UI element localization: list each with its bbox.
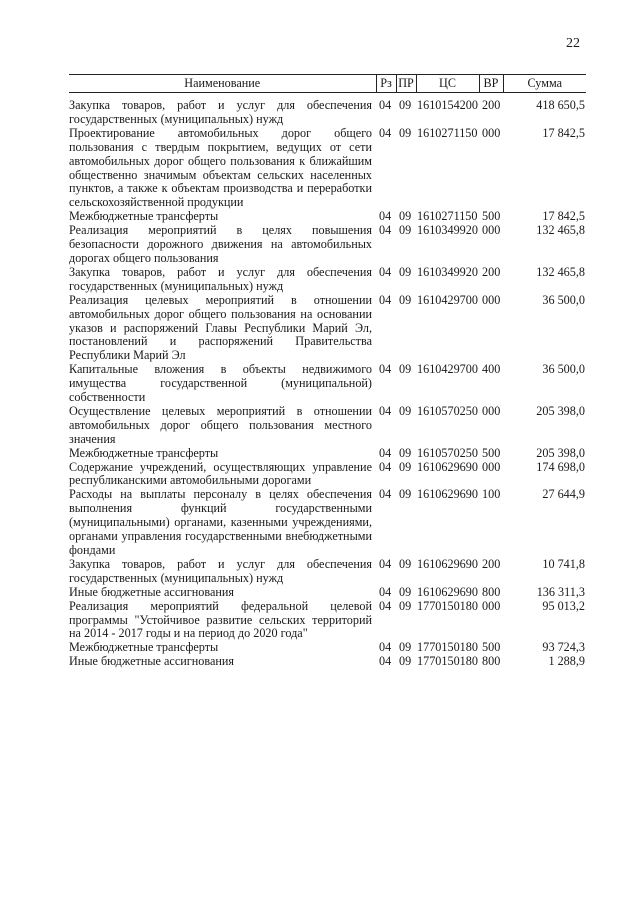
- cell-name: Межбюджетные трансферты: [69, 209, 219, 224]
- cell-sum: 205 398,0: [536, 403, 585, 418]
- cell-name: Иные бюджетные ассигнования: [69, 584, 235, 599]
- cell-name: Реализация мероприятий федеральной целевой программы "Устойчивое развитие сельских территорий на 2014 - 2017 годы и на период до 2020 года": [69, 598, 372, 641]
- table-header: [69, 75, 586, 93]
- cell-name: Содержание учреждений, осуществляющих управление республиканскими автомобильными дорогами: [69, 459, 372, 488]
- table-row: [69, 641, 586, 655]
- cell-name: Межбюджетные трансферты: [69, 640, 219, 655]
- cell-rz: 04: [379, 584, 392, 599]
- cell-vr: 500: [482, 640, 501, 655]
- cell-pr: 09: [399, 598, 412, 613]
- cell-sum: 93 724,3: [542, 640, 585, 655]
- table-row: [69, 655, 586, 669]
- cell-rz: 04: [379, 209, 392, 224]
- cell-sum: 95 013,2: [542, 598, 585, 613]
- cell-pr: 09: [399, 98, 412, 112]
- cell-rz: 04: [379, 362, 392, 377]
- cell-vr: 800: [482, 584, 501, 599]
- table-row: [69, 363, 586, 405]
- cell-vr: 200: [482, 556, 501, 571]
- table-row: [69, 405, 586, 447]
- header-sum: Сумма: [503, 75, 586, 93]
- cell-rz: 04: [379, 459, 392, 474]
- cell-rz: 04: [379, 654, 392, 669]
- cell-cs: 1610271150: [417, 209, 478, 224]
- table-row: [69, 210, 586, 224]
- cell-sum: 1 288,9: [548, 654, 585, 669]
- cell-cs: 1610629690: [417, 487, 478, 502]
- cell-rz: 04: [379, 556, 392, 571]
- table-row: [69, 600, 586, 642]
- cell-sum: 36 500,0: [542, 362, 585, 377]
- header-vr: ВР: [479, 75, 503, 93]
- cell-cs: 1610349920: [417, 223, 478, 238]
- cell-cs: 1770150180: [417, 654, 478, 669]
- table-row: [69, 586, 586, 600]
- cell-pr: 09: [399, 556, 412, 571]
- cell-rz: 04: [379, 98, 392, 112]
- cell-vr: 500: [482, 445, 501, 460]
- table-row: [69, 93, 586, 127]
- table-row: [69, 447, 586, 461]
- cell-name: Реализация мероприятий в целях повышения безопасности дорожного движения на автомобильных дорогах общего пользования: [69, 223, 372, 265]
- table-row: [69, 294, 586, 364]
- cell-pr: 09: [399, 264, 412, 279]
- cell-vr: 100: [482, 487, 501, 502]
- cell-vr: 000: [482, 223, 501, 238]
- budget-table: [69, 74, 586, 669]
- cell-cs: 1610629690: [417, 556, 478, 571]
- cell-cs: 1610570250: [417, 403, 478, 418]
- cell-cs: 1610154200: [417, 98, 478, 112]
- cell-pr: 09: [399, 403, 412, 418]
- header-cs: ЦС: [416, 75, 479, 93]
- cell-name: Иные бюджетные ассигнования: [69, 654, 235, 669]
- cell-sum: 132 465,8: [536, 264, 585, 279]
- cell-rz: 04: [379, 223, 392, 238]
- cell-name: Капитальные вложения в объекты недвижимого имущества государственной (муниципальной) собственности: [69, 362, 372, 405]
- cell-rz: 04: [379, 403, 392, 418]
- header-pr: ПР: [396, 75, 416, 93]
- cell-pr: 09: [399, 125, 412, 140]
- cell-cs: 1610349920: [417, 264, 478, 279]
- table-body: [69, 93, 586, 670]
- cell-vr: 500: [482, 209, 501, 224]
- cell-sum: 10 741,8: [542, 556, 585, 571]
- table-row: [69, 461, 586, 489]
- cell-pr: 09: [399, 362, 412, 377]
- cell-pr: 09: [399, 654, 412, 669]
- cell-cs: 1610271150: [417, 125, 478, 140]
- cell-rz: 04: [379, 598, 392, 613]
- cell-vr: 400: [482, 362, 501, 377]
- cell-cs: 1610629690: [417, 584, 478, 599]
- cell-name: Закупка товаров, работ и услуг для обеспечения государственных (муниципальных) нужд: [69, 264, 372, 293]
- cell-rz: 04: [379, 264, 392, 279]
- table-row: [69, 127, 586, 210]
- cell-name: Расходы на выплаты персоналу в целях обеспечения выполнения функций государственными (муниципальными) органами, казенными учреждениями, органами управления государственными внебюджетными фондами: [69, 487, 372, 557]
- page-number: 22: [566, 36, 580, 51]
- cell-cs: 1770150180: [417, 598, 478, 613]
- cell-pr: 09: [399, 640, 412, 655]
- cell-sum: 17 842,5: [542, 209, 585, 224]
- cell-sum: 174 698,0: [536, 459, 585, 474]
- cell-pr: 09: [399, 459, 412, 474]
- table-row: [69, 558, 586, 586]
- table-row: [69, 266, 586, 294]
- cell-vr: 000: [482, 403, 501, 418]
- cell-sum: 205 398,0: [536, 445, 585, 460]
- cell-cs: 1610429700: [417, 292, 478, 307]
- cell-sum: 418 650,5: [536, 98, 585, 112]
- cell-sum: 17 842,5: [542, 125, 585, 140]
- table-row: [69, 488, 586, 558]
- cell-rz: 04: [379, 487, 392, 502]
- cell-vr: 200: [482, 98, 501, 112]
- cell-rz: 04: [379, 125, 392, 140]
- cell-cs: 1770150180: [417, 640, 478, 655]
- cell-vr: 000: [482, 125, 501, 140]
- cell-pr: 09: [399, 223, 412, 238]
- cell-rz: 04: [379, 292, 392, 307]
- cell-vr: 000: [482, 459, 501, 474]
- cell-vr: 000: [482, 292, 501, 307]
- header-row: [69, 75, 586, 93]
- cell-name: Проектирование автомобильных дорог общего пользования с твердым покрытием, ведущих от сети автомобильных дорог общего пользования к ближайшим общественно значимым объектам сельских населенных пунктов, а также к объектам производства и переработки сельскохозяйственной продукции: [69, 125, 372, 210]
- header-name: Наименование: [69, 75, 376, 93]
- cell-rz: 04: [379, 640, 392, 655]
- cell-sum: 132 465,8: [536, 223, 585, 238]
- cell-pr: 09: [399, 487, 412, 502]
- cell-sum: 36 500,0: [542, 292, 585, 307]
- cell-pr: 09: [399, 584, 412, 599]
- cell-vr: 800: [482, 654, 501, 669]
- cell-pr: 09: [399, 292, 412, 307]
- table-row: [69, 224, 586, 266]
- cell-vr: 200: [482, 264, 501, 279]
- cell-vr: 000: [482, 598, 501, 613]
- cell-name: Осуществление целевых мероприятий в отношении автомобильных дорог общего пользования местного значения: [69, 403, 372, 446]
- cell-cs: 1610629690: [417, 459, 478, 474]
- cell-cs: 1610570250: [417, 445, 478, 460]
- cell-pr: 09: [399, 445, 412, 460]
- cell-cs: 1610429700: [417, 362, 478, 377]
- cell-sum: 27 644,9: [542, 487, 585, 502]
- cell-name: Закупка товаров, работ и услуг для обеспечения государственных (муниципальных) нужд: [69, 556, 372, 585]
- cell-pr: 09: [399, 209, 412, 224]
- cell-sum: 136 311,3: [536, 584, 585, 599]
- cell-name: Межбюджетные трансферты: [69, 445, 219, 460]
- cell-rz: 04: [379, 445, 392, 460]
- cell-name: Закупка товаров, работ и услуг для обеспечения государственных (муниципальных) нужд: [69, 98, 372, 126]
- header-rz: Рз: [376, 75, 396, 93]
- cell-name: Реализация целевых мероприятий в отношении автомобильных дорог общего пользования на основании указов и распоряжений Главы Республики Марий Эл, постановлений и распоряжений Правительства Республики Марий Эл: [69, 292, 372, 363]
